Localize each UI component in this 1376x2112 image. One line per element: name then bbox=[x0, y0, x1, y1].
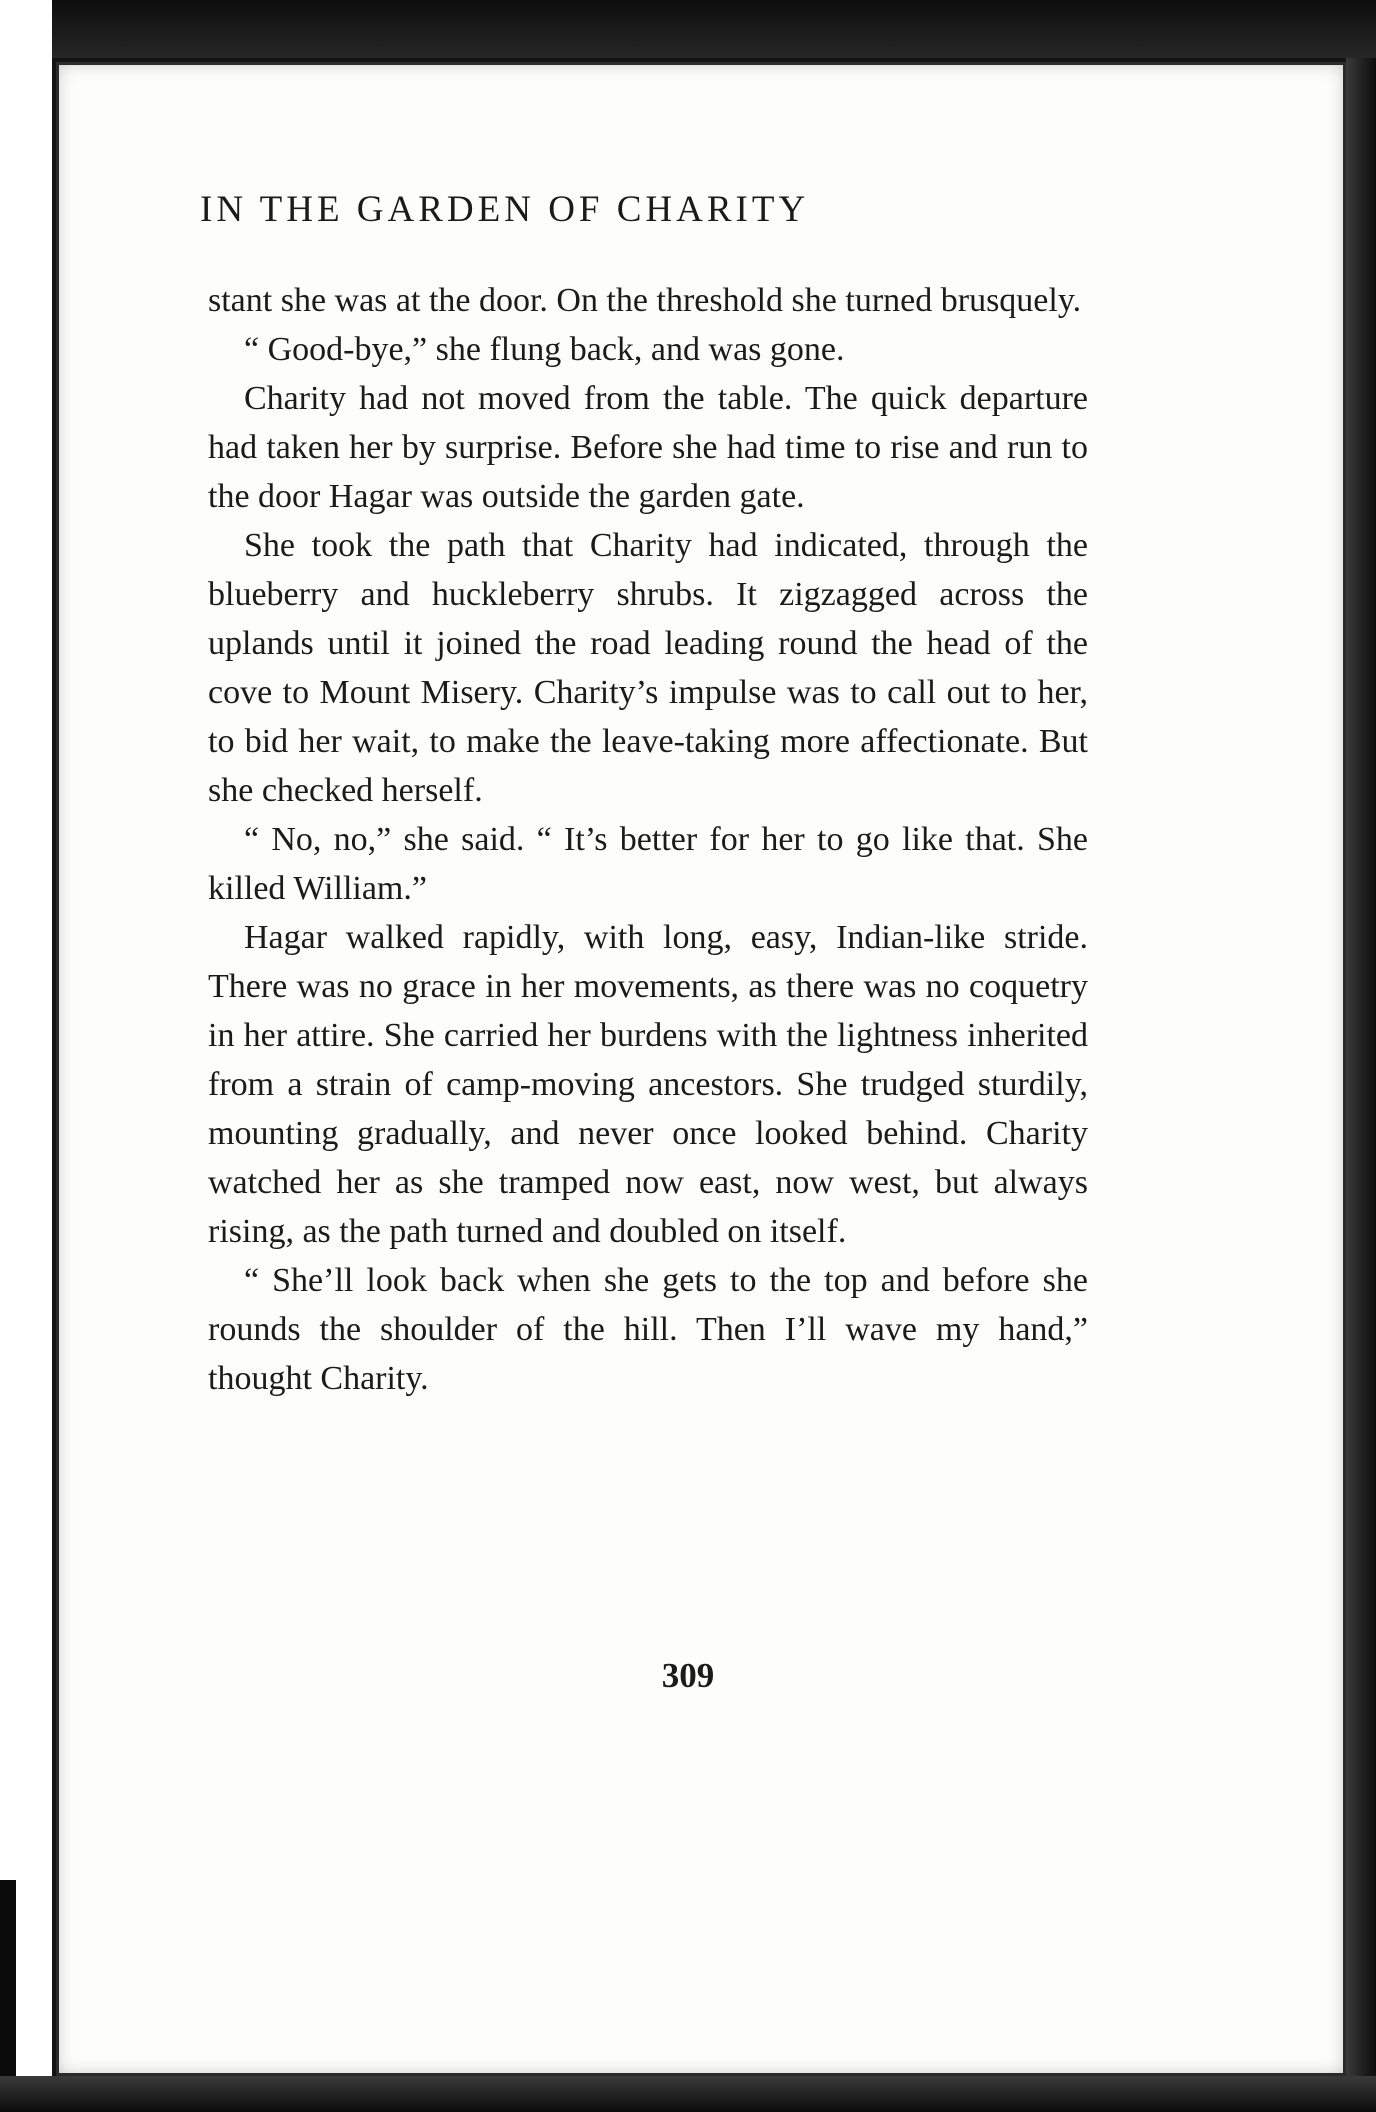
paragraph: Hagar walked rapidly, with long, easy, Indian-like stride. There was no grace in her movements, as there was no coquetry in her attire. She carried her burdens with the lightness inherited from a strain of camp-moving ancestors. She trudged sturdily, mounting gradually, and never once looked behind. Charity watched her as she tramped now east, now west, but always rising, as the path turned and doubled on itself. bbox=[208, 919, 1088, 1250]
paragraph: “ Good-bye,” she flung back, and was gone. bbox=[244, 331, 845, 368]
scan-right-border bbox=[1346, 58, 1376, 2112]
paragraph: She took the path that Charity had indicated, through the blueberry and huckleberry shrubs. It zigzagged across the uplands until it joined the road leading round the head of the cove to Mount Misery. Charity’s impulse was to call out to her, to bid her wait, to make the leave-taking more affectionate. But she checked herself. bbox=[208, 527, 1088, 809]
page-number: 309 bbox=[661, 1656, 715, 1695]
scan-left-margin bbox=[0, 0, 52, 2112]
running-head: IN THE GARDEN OF CHARITY bbox=[200, 189, 810, 230]
scan-bottom-border bbox=[0, 2076, 1376, 2112]
paragraph: stant she was at the door. On the threshold she turned brusquely. bbox=[208, 282, 1082, 319]
scan-top-border bbox=[0, 0, 1376, 58]
paragraph: Charity had not moved from the table. The quick departure had taken her by surprise. Before she had time to rise and run to the door Hagar was outside the garden gate. bbox=[208, 380, 1088, 515]
body-text bbox=[208, 276, 1088, 1403]
paragraph: “ She’ll look back when she gets to the top and before she rounds the shoulder of the hill. Then I’ll wave my hand,” thought Charity. bbox=[208, 1262, 1088, 1397]
paragraph: “ No, no,” she said. “ It’s better for her to go like that. She killed William.” bbox=[208, 821, 1088, 907]
